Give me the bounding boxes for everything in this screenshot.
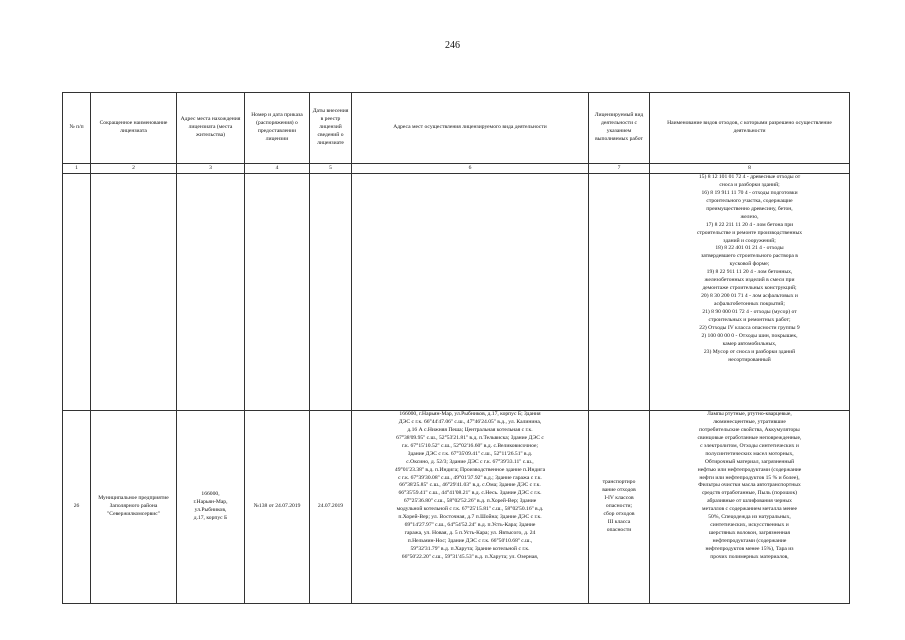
- activity-line: III класса: [607, 518, 631, 525]
- activity-line: вание отходов: [602, 487, 636, 494]
- waste-line: 16) 8 19 911 11 70 4 - отходы подготовки: [701, 189, 798, 196]
- license-order: №138 от 24.07.2019: [245, 411, 310, 604]
- waste-line: асфальтобетонных покрытий;: [714, 301, 785, 307]
- column-number: 4: [245, 164, 310, 174]
- waste-line: 22) Отходы IV класса опасности группы 9: [699, 324, 800, 331]
- header-registry-date: Даты внесения в реестр лицензий сведений о лицензиате: [310, 93, 352, 164]
- waste-line: нефти или нефтепродуктов 15 % и более),: [699, 474, 800, 481]
- address-line: 166000, г.Нарьян-Мар, ул.Рыбников, д.17, корпус Б; Здания: [399, 411, 541, 417]
- address-line: с г.к. 67°39'30.08'' с.ш., 49°01'37.92'' в.д.; Здание гаража с г.к.: [398, 474, 542, 481]
- empty-cell: [63, 174, 91, 411]
- waste-line: абразивные от шлифования черных: [707, 498, 792, 505]
- activity-addresses: [352, 411, 589, 604]
- waste-line: с электролитом, Отходы синтетических и: [700, 442, 799, 449]
- waste-line: потребительские свойства, Аккумуляторы: [699, 426, 800, 433]
- waste-line: 15) 8 12 101 01 72 4 - древесные отходы от: [698, 174, 801, 180]
- waste-line: 17) 8 22 211 11 20 4 - лом бетона при: [705, 221, 794, 228]
- waste-line: 18) 8 22 401 01 21 4 - отходы: [715, 245, 784, 252]
- address-line: г.к. 67°15'10.52'' с.ш., 52°02'16.60'' в.д. с.Великовисочное;: [401, 442, 539, 449]
- column-number-row: [63, 164, 850, 174]
- activity-line: опасности;: [605, 503, 633, 510]
- address-line: д.16 А с.Нижняя Пеша; Центральная котельная с г.к.: [407, 426, 533, 433]
- waste-line: полусинтетических масел моторных,: [705, 450, 794, 457]
- address-line: с.Оксино, д. 52/3; Здание ДЭС с г.к. 67°39'33.11'' с.ш.,: [406, 458, 534, 465]
- empty-cell: [245, 174, 310, 411]
- address-line: п.Нельмин-Нос; Здание ДЭС с г.к. 66°50'10.68'' с.ш.,: [407, 538, 533, 544]
- licensed-activity: [589, 411, 650, 604]
- waste-line: строительных и ремонтных работ;: [708, 316, 791, 323]
- header-activity-type: Лицензируемый вид деятельности с указанием выполняемых работ: [589, 93, 650, 164]
- address-line: 49°01'23.38'' в.д. п.Индига; Производственное здание п.Индига: [394, 466, 546, 473]
- licensee-name: Муниципальное предприятие Заполярного района "Севержилкомсервис": [91, 411, 177, 604]
- address-line: 66°35'59.41'' с.ш., 44°41'08.21'' в.д. с.Несь. Здание ДЭС с г.к.: [398, 490, 542, 497]
- empty-cell: [589, 174, 650, 411]
- header-waste-types: Наименование видов отходов, с которыми разрешено осуществление деятельности: [650, 93, 850, 164]
- table-row: [63, 411, 850, 604]
- waste-line: кусковой форме;: [729, 261, 770, 268]
- address-line: 59°32'31.79'' в.д. п.Харута; Здание котельной с г.к.: [410, 545, 530, 552]
- location-line: 166000,: [201, 491, 220, 498]
- waste-line: камер автомобильных,: [722, 340, 777, 347]
- activity-line: сбор отходов: [603, 510, 635, 517]
- waste-line: синтетических, искусственных и: [710, 522, 789, 529]
- column-number: 3: [177, 164, 245, 174]
- address-line: п.Хорей-Вер; ул. Восточная, д.7 п.Шойна; Здание ДЭС с г.к.: [398, 514, 542, 521]
- waste-line: затвердевшего строительного раствора в: [701, 253, 798, 260]
- continuation-row: [63, 174, 850, 411]
- address-line: 69°14'27.97'' с.ш., 64°54'52.24'' в.д. п.Усть-Кара; Здание: [404, 522, 536, 529]
- waste-line: нефтью или нефтепродуктами (содержание: [697, 466, 802, 473]
- activity-line: транспортиро: [602, 479, 636, 486]
- waste-line: несортированный: [728, 356, 771, 363]
- waste-line: демонтаже строительных конструкций;: [702, 285, 797, 292]
- header-order: Номер и дата приказа (распоряжения) о предоставлении лицензии: [245, 93, 310, 164]
- waste-line: 20) 8 30 200 01 71 4 - лом асфальтовых и: [701, 293, 798, 300]
- waste-line: 2) 100 00 00 0 - Отходы шин, покрышек,: [701, 332, 798, 339]
- address-line: ДЭС с г.к. 66°44'47.06'' с.ш., 47°46'24.05'' в.д., ул. Калинина,: [398, 418, 542, 425]
- empty-cell: [91, 174, 177, 411]
- column-number: 8: [650, 164, 850, 174]
- waste-line: преимущественно древесину, бетон,: [706, 205, 793, 212]
- permitted-waste-types: [650, 411, 850, 604]
- waste-line: 19) 8 22 911 11 20 4 - лом бетонных,: [706, 269, 793, 276]
- address-line: модульной котельной с г.к. 67°25'15.81'' с.ш., 58°02'50.16'' в.д.: [396, 506, 544, 513]
- waste-line: строительного участка, содержащие: [706, 197, 793, 204]
- empty-cell: [177, 174, 245, 411]
- license-register-table: [62, 92, 850, 604]
- header-number: № п/п: [63, 93, 91, 164]
- page-number: 246: [445, 40, 460, 51]
- waste-line: железобетонных изделий в смеси при: [704, 277, 795, 284]
- waste-line: 21) 8 90 000 01 72 4 - отходы (мусор) от: [702, 308, 797, 315]
- waste-line: Обтирочный материал, загрязненный: [704, 458, 795, 465]
- waste-line: шерстяных волокон, загрязненная: [709, 530, 790, 537]
- header-activity-addresses: Адреса мест осуществления лицензируемого вида деятельности: [352, 93, 589, 164]
- location-line: г.Нарьян-Мар,: [193, 499, 228, 506]
- location-line: д.17, корпус Б: [193, 514, 228, 521]
- empty-cell: [352, 174, 589, 411]
- waste-line: 23) Мусор от сноса и разборки зданий: [703, 348, 796, 355]
- waste-line: Лампы ртутные, ртутно-кварцевые,: [707, 411, 792, 417]
- waste-line: 50%, Спецодежда из натуральных,: [708, 514, 791, 521]
- waste-line: прочих полимерных материалов,: [710, 553, 789, 560]
- address-line: Здание ДЭС с г.к. 67°35'09.41'' с.ш., 52°11'26.51'' в.д.: [407, 450, 533, 457]
- location-line: ул.Рыбников,: [194, 507, 227, 513]
- waste-line: Фильтры очистки масла автотранспортных: [698, 482, 801, 489]
- waste-line: зданий и сооружений;: [723, 237, 776, 244]
- column-number: 2: [91, 164, 177, 174]
- header-location: Адрес места нахождения лицензиата (места жительства): [177, 93, 245, 164]
- address-line: 67°38'09.95'' с.ш., 52°53'21.81'' в.д. п.Тельвиска; Здание ДЭС с: [396, 434, 544, 441]
- waste-line: свинцовые отработанные неповрежденные,: [697, 434, 802, 441]
- waste-line: люминесцентные, утратившие: [713, 418, 786, 425]
- empty-cell: [310, 174, 352, 411]
- waste-line: нефтепродуктов менее 15%), Тара из: [705, 545, 794, 552]
- column-number: 7: [589, 164, 650, 174]
- waste-line: средств отработанные, Пыль (порошок): [701, 490, 798, 497]
- column-number: 1: [63, 164, 91, 174]
- waste-line: строительстве и ремонте производственных: [696, 229, 803, 236]
- row-number: 26: [63, 411, 91, 604]
- address-line: 66°38'25.85'' с.ш., 46°29'41.03'' в.д. с.Ома; Здание ДЭС с г.к.: [399, 482, 541, 489]
- address-line: гаража, ул. Новая, д. 5 п.Усть-Кара; ул. Явтысого, д. 24: [404, 530, 536, 537]
- waste-line: нефтепродуктами (содержание: [712, 538, 787, 544]
- waste-line: сноса и разборки зданий;: [719, 181, 780, 188]
- licensee-location: [177, 411, 245, 604]
- column-number: 6: [352, 164, 589, 174]
- header-licensee: Сокращенное наименование лицензиата: [91, 93, 177, 164]
- header-row: [63, 93, 850, 164]
- column-number: 5: [310, 164, 352, 174]
- waste-line: железо,: [740, 213, 759, 220]
- registry-date: 24.07.2019: [310, 411, 352, 604]
- waste-line: металлов с содержанием металла менее: [702, 506, 797, 513]
- activity-line: опасности: [606, 526, 632, 533]
- address-line: 67°25'36.80'' с.ш., 58°02'52.26'' в.д. п.Хорей-Вер; Здание: [403, 498, 537, 505]
- continuation-waste-list: [650, 174, 850, 411]
- address-line: 66°50'22.20'' с.ш., 59°31'45.53'' в.д. п.Харута; ул. Озерная,: [401, 553, 539, 560]
- activity-line: I-IV классов: [604, 495, 634, 502]
